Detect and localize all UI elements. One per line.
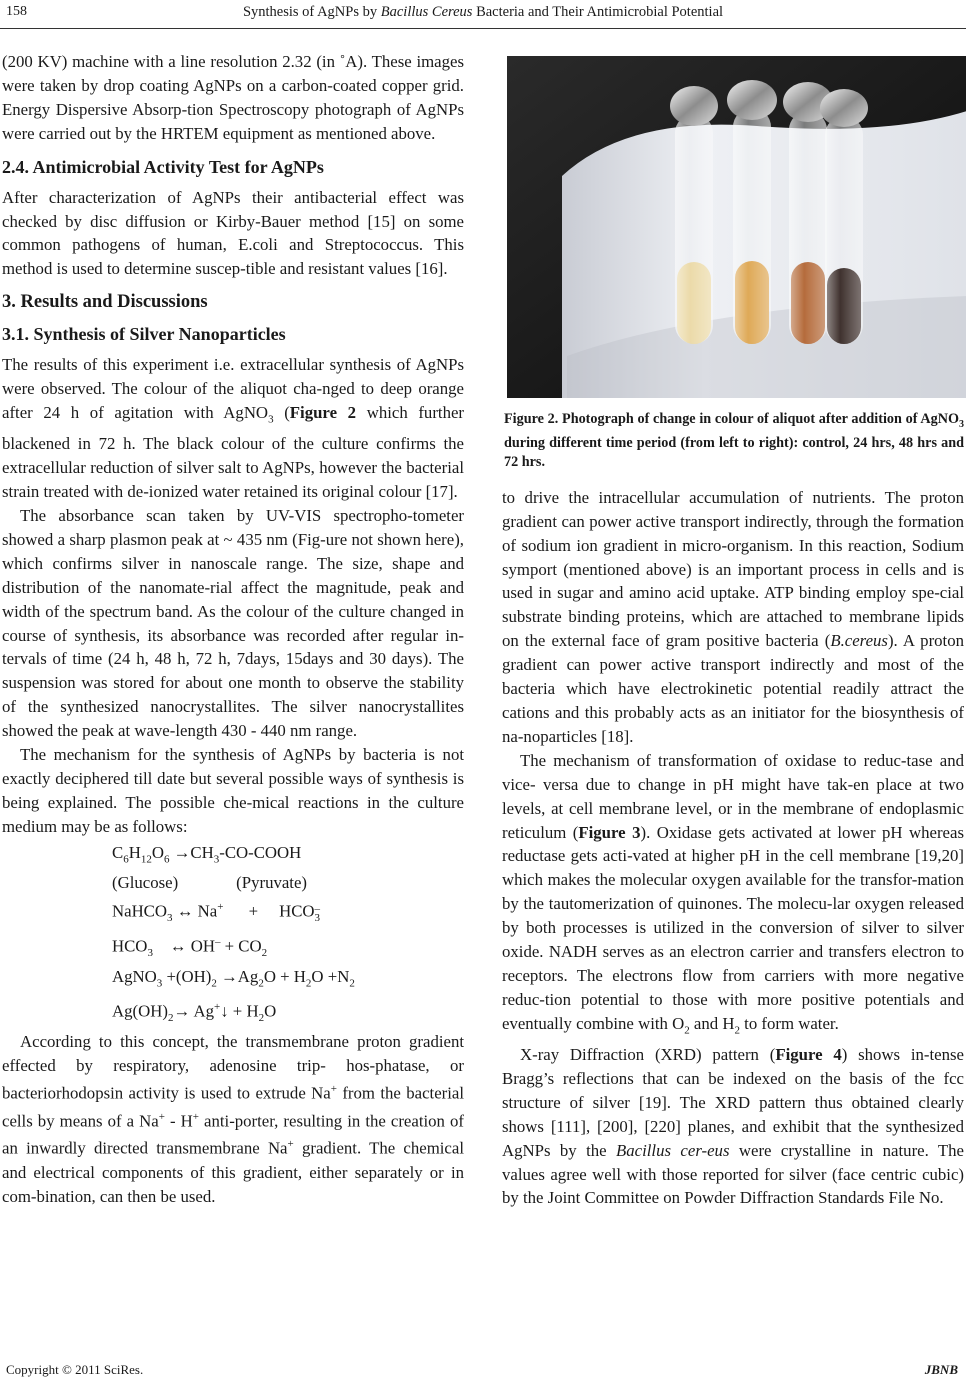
section-3-1-heading: 3.1. Synthesis of Silver Nanoparticles (2, 324, 286, 345)
right-paragraph-2: The mechanism of transformation of oxidase to reduc-tase and vice- versa due to change in pH might have tak-en place at two levels, at cell membrane level, or in the membrane of endoplasmic reticulum (Figure 3). Oxidase gets activated at lower pH whereas reductase gets acti-vated at higher pH in the cell membrane [19,20] which makes the molecular oxygen available for the transfor-mation by the tautomerization of quinones. The molecu-lar oxygen released by both processes is utilized in the conversion of silver to silver oxide. NADH serves as an electron carrier and transfers electron to receptors. The electrons flow from carriers with more negative reduc-tion potential to those with more positive potentials and eventually combine with $O_2$ and $H_2$ to form water. (502, 750, 964, 1037)
equation-bicarbonate: NaHCO$_3$ ↔ Na+ + HCO3 – (112, 901, 321, 925)
page-number: 158 (6, 4, 27, 19)
intro-paragraph: (200 KV) machine with a line resolution 2.32 (in ˚A). These images were taken by drop coating AgNPs on a carbon-coated copper grid. Energy Dispersive Absorp-tion Spectroscopy photograph of AgNPs were carried out by the HRTEM equipment as mentioned above. (2, 52, 464, 143)
right-paragraph-1: to drive the intracellular accumulation of nutrients. The proton gradient can power active transport indirectly, through the formation of sodium ion gradient in micro-organism. In this reaction, Sodium symport (mentioned above) is an important process in cells and is used in sugar and amino acid uptake. ATP binding employ spe-cial substrate binding proteins, which are attached to membrane lipids on the external face of gram positive bacteria (B.cereus). A proton gradient can power active transport indirectly and most of the bacteria which have electrokinetic potential readily attract the cations and this probably acts as an initiator for the biosynthesis of na-noparticles [18]. (502, 487, 964, 746)
equation-silver-nitrate: AgNO$_3$ $+(OH)_2 \to Ag_2O + H_2O +N_2$ (112, 967, 355, 990)
equation-glucose: $C_6H_{12}O_6$ $\to CH_3-CO$-COOH (112, 842, 302, 866)
reaction-equations (112, 841, 464, 1031)
test-tubes-illustration (507, 56, 966, 398)
equation-silver-hydroxide: $Ag(OH)_2\to$ Ag+↓ + $H_2O$ (112, 1001, 277, 1025)
figure-2-photo (507, 56, 966, 398)
equation-hco3: $HCO_3$ ↔ $OH^- + CO_2$ (112, 936, 268, 959)
tube-72-hrs (820, 89, 868, 344)
right-column (502, 50, 964, 1210)
section-2-4-paragraph: After characterization of AgNPs their antibacterial effect was checked by disc diffusion or Kirby-Bauer method [15] on some common pathogens of human, E.coli and Streptococcus. This method is used to determine suscep-tible and resistant values [16]. (2, 187, 464, 279)
running-title: Synthesis of AgNPs by Bacillus Cereus Bacteria and Their Antimicrobial Potential (242, 4, 724, 20)
results-paragraph-3: The mechanism for the synthesis of AgNPs by bacteria is not exactly deciphered till date but several possible ways of synthesis is being explained. The possible che-mical reactions in the culture medium may be as follows: (2, 745, 464, 836)
header-rule (0, 28, 966, 29)
footer-copyright: Copyright © 2011 SciRes. (6, 1362, 144, 1377)
results-paragraph-1: The results of this experiment i.e. extracellular synthesis of AgNPs were observed. The colour of the aliquot cha-nged to deep orange after 24 h of agitation with AgNO$_3$ (Figure 2 which further blackened in 72 h. The black colour of the culture confirms the extracellular reduction of silver salt to AgNPs, however the bacterial strain treated with de-ionized water retained its original colour [17]. (2, 355, 464, 502)
tube-control (670, 86, 718, 344)
results-paragraph-4: According to this concept, the transmembrane proton gradient effected by respiratory, adenosine trip- hos-phatase, or bacteriorhodopsin activity is used to extrude Na+ from the bacterial cells by means of a Na+ - H+ anti-porter, resulting in the creation of an inwardly directed transmembrane Na+ gradient. The chemical and electrical components of this gradient, either separately or in com-bination, can then be used. (2, 1032, 465, 1206)
left-column (2, 50, 464, 1208)
results-paragraph-2: The absorbance scan taken by UV-VIS spectropho-tometer showed a sharp plasmon peak at ~ 435 nm (Fig-ure not shown here), which confirms silver in nanoscale range. The size, shape and distribution of the nanomate-rial affect the magnitude, peak and width of the spectrum band. As the colour of the culture changed in course of synthesis, its absorbance was recorded after regular in-tervals of time (24 h, 48 h, 72 h, 7days, 15days and 30 days). The suspension was stored for about one month to observe the stability of the synthesized nanocrystallites. The silver nanocrystallites showed the peak at wave-length 430 - 440 nm range. (2, 506, 464, 741)
page-header (0, 0, 966, 36)
footer-journal: JBNB (924, 1362, 958, 1377)
section-2-4-heading: 2.4. Antimicrobial Activity Test for AgNPs (2, 156, 324, 177)
equation-labels: (Glucose) (Pyruvate) (112, 873, 308, 893)
right-paragraph-3: X-ray Diffraction (XRD) pattern (Figure 4) shows in-tense Bragg’s reflections that can be indexed on the basis of the fcc structure of silver [19]. The XRD pattern thus obtained clearly shows [111], [200], [220] planes, and exhibit that the synthesized AgNPs by the Bacillus cer-eus were crystalline in nature. The values agree well with those reported for silver (face centric cubic) by the Joint Committee on Powder Diffraction Standards File No. (502, 1045, 964, 1208)
figure-2-caption: Figure 2. Photograph of change in colour of aliquot after addition of AgNO$_3$ during different time period (from left to right): control, 24 hrs, 48 hrs and 72 hrs. (504, 411, 964, 470)
section-3-heading: 3. Results and Discussions (2, 292, 208, 313)
